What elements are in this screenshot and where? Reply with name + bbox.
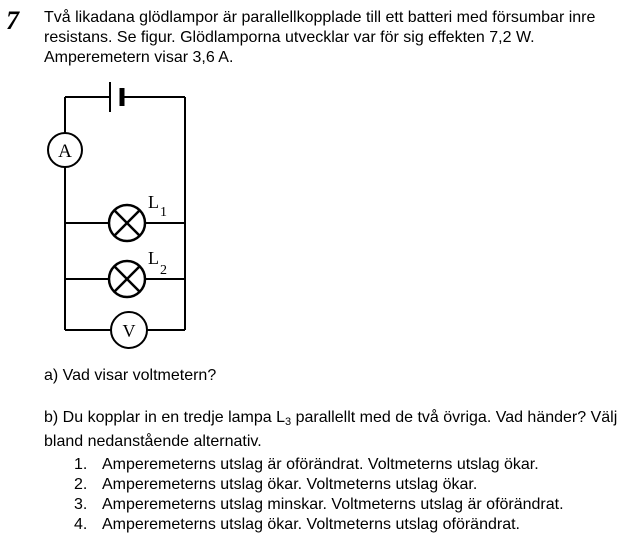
option-text: Amperemeterns utslag ökar. Voltmeterns utslag oförändrat. xyxy=(102,516,520,533)
intro-line-1: Två likadana glödlampor är parallellkopplade till ett batteri med försumbar inre xyxy=(44,9,596,26)
option-text: Amperemeterns utslag ökar. Voltmeterns utslag ökar. xyxy=(102,476,478,493)
option-number: 4. xyxy=(74,516,88,533)
lamp2-label: L xyxy=(148,248,159,268)
lamp2-subscript: 2 xyxy=(160,263,167,278)
option-text: Amperemeterns utslag är oförändrat. Voltmeterns utslag ökar. xyxy=(102,456,539,473)
part-b-line-2: bland nedanstående alternativ. xyxy=(44,433,262,450)
intro-line-3: Amperemetern visar 3,6 A. xyxy=(44,49,234,66)
intro-line-2: resistans. Se figur. Glödlamporna utvecklar var för sig effekten 7,2 W. xyxy=(44,29,535,46)
part-b-text-start: b) Du kopplar in en tredje lampa L xyxy=(44,409,286,426)
question-intro xyxy=(44,8,604,68)
lamp1-subscript: 1 xyxy=(160,205,167,220)
answer-option xyxy=(74,515,564,535)
voltmeter-label: V xyxy=(122,321,136,341)
option-number: 3. xyxy=(74,496,88,513)
answer-option xyxy=(74,455,564,475)
option-number: 1. xyxy=(74,456,88,473)
option-text: Amperemeterns utslag minskar. Voltmeterns utslag är oförändrat. xyxy=(102,496,564,513)
part-b-lamp-subscript: 3 xyxy=(285,416,292,428)
circuit-diagram xyxy=(0,70,260,360)
part-b-line-1 xyxy=(44,408,618,432)
part-b-question xyxy=(44,408,618,452)
answer-option xyxy=(74,475,564,495)
question-number: 7 xyxy=(6,6,19,35)
part-a-question: a) Vad visar voltmetern? xyxy=(44,367,217,384)
ammeter-label: A xyxy=(58,141,72,162)
lamp1-label: L xyxy=(148,192,159,212)
part-b-text-end: parallellt med de två övriga. Vad händer? Välj xyxy=(291,409,618,426)
answer-options xyxy=(74,455,564,535)
lamp1-symbol xyxy=(109,205,145,241)
lamp2-symbol xyxy=(109,261,145,297)
option-number: 2. xyxy=(74,476,88,493)
answer-option xyxy=(74,495,564,515)
